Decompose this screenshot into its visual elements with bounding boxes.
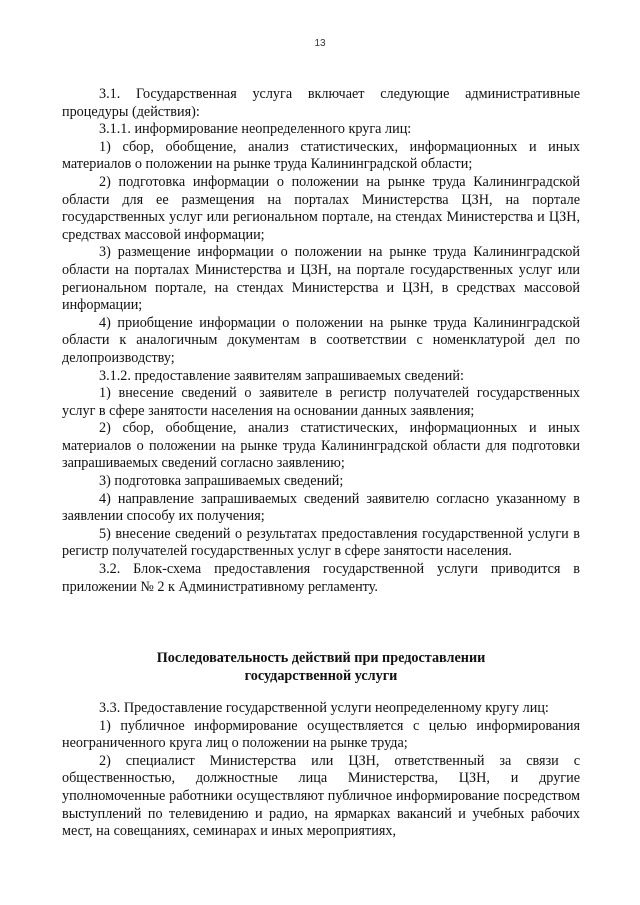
list-item: 1) внесение сведений о заявителе в регистр получателей государственных услуг в сфере занятости населения на основании данных заявления; [62, 385, 580, 419]
administrative-procedures-section [62, 86, 580, 596]
paragraph-3-2: 3.2. Блок-схема предоставления государственной услуги приводится в приложении № 2 к Административному регламенту. [62, 561, 580, 595]
list-item: 4) направление запрашиваемых сведений заявителю согласно указанному в заявлении способу их получения; [62, 490, 580, 525]
section-heading [62, 650, 580, 685]
list-item: 4) приобщение информации о положении на рынке труда Калининградской области к аналогичным документам в соответствии с номенклатурой дел по делопроизводству; [62, 314, 580, 366]
list-item: 2) подготовка информации о положении на рынке труда Калининградской области для ее размещения на порталах Министерства ЦЗН, на портале государственных услуг или региональном портале, на стендах Министерства и ЦЗН, средствах массовой информации; [62, 173, 580, 243]
list-item: 1) сбор, обобщение, анализ статистических, информационных и иных материалов о положении на рынке труда Калининградской области; [62, 138, 580, 173]
list-item: 3) размещение информации о положении на рынке труда Калининградской области на порталах Министерства и ЦЗН, на портале государственных услуг или региональном портале, на стендах Министерства и ЦЗН, в средствах массовой информации; [62, 244, 580, 314]
section-heading-line-1: Последовательность действий при предоставлении [156, 650, 486, 666]
section-heading-line-2: государственной услуги [244, 667, 398, 684]
list-item: 5) внесение сведений о результатах предоставления государственной услуги в регистр получателей государственных услуг в сфере занятости населения. [62, 525, 580, 560]
list-item: 2) специалист Министерства или ЦЗН, ответственный за связи с общественностью, должностные лица Министерства, ЦЗН, и другие уполномоченные работники осуществляют публичное информирование посредством выступлений по телевидению и радио, на ярмарках вакансий и учебных рабочих мест, на совещаниях, семинарах и иных мероприятиях, [62, 752, 580, 840]
paragraph-3-1-2: 3.1.2. предоставление заявителям запрашиваемых сведений: [99, 367, 464, 384]
page-number: 13 [314, 38, 326, 49]
paragraph-3-1: 3.1. Государственная услуга включает следующие административные процедуры (действия): [62, 86, 580, 120]
paragraph-3-1-1: 3.1.1. информирование неопределенного круга лиц: [99, 121, 412, 138]
list-item: 2) сбор, обобщение, анализ статистических, информационных и иных материалов о положении на рынке труда Калининградской области для подготовки запрашиваемых сведений согласно заявлению; [62, 420, 580, 472]
sequence-of-actions-section [62, 700, 580, 841]
list-item: 1) публичное информирование осуществляется с целью информирования неограниченного круга лиц о положении на рынке труда; [62, 717, 580, 752]
paragraph-3-3: 3.3. Предоставление государственной услуги неопределенному кругу лиц: [99, 700, 549, 716]
list-item: 3) подготовка запрашиваемых сведений; [99, 473, 344, 490]
